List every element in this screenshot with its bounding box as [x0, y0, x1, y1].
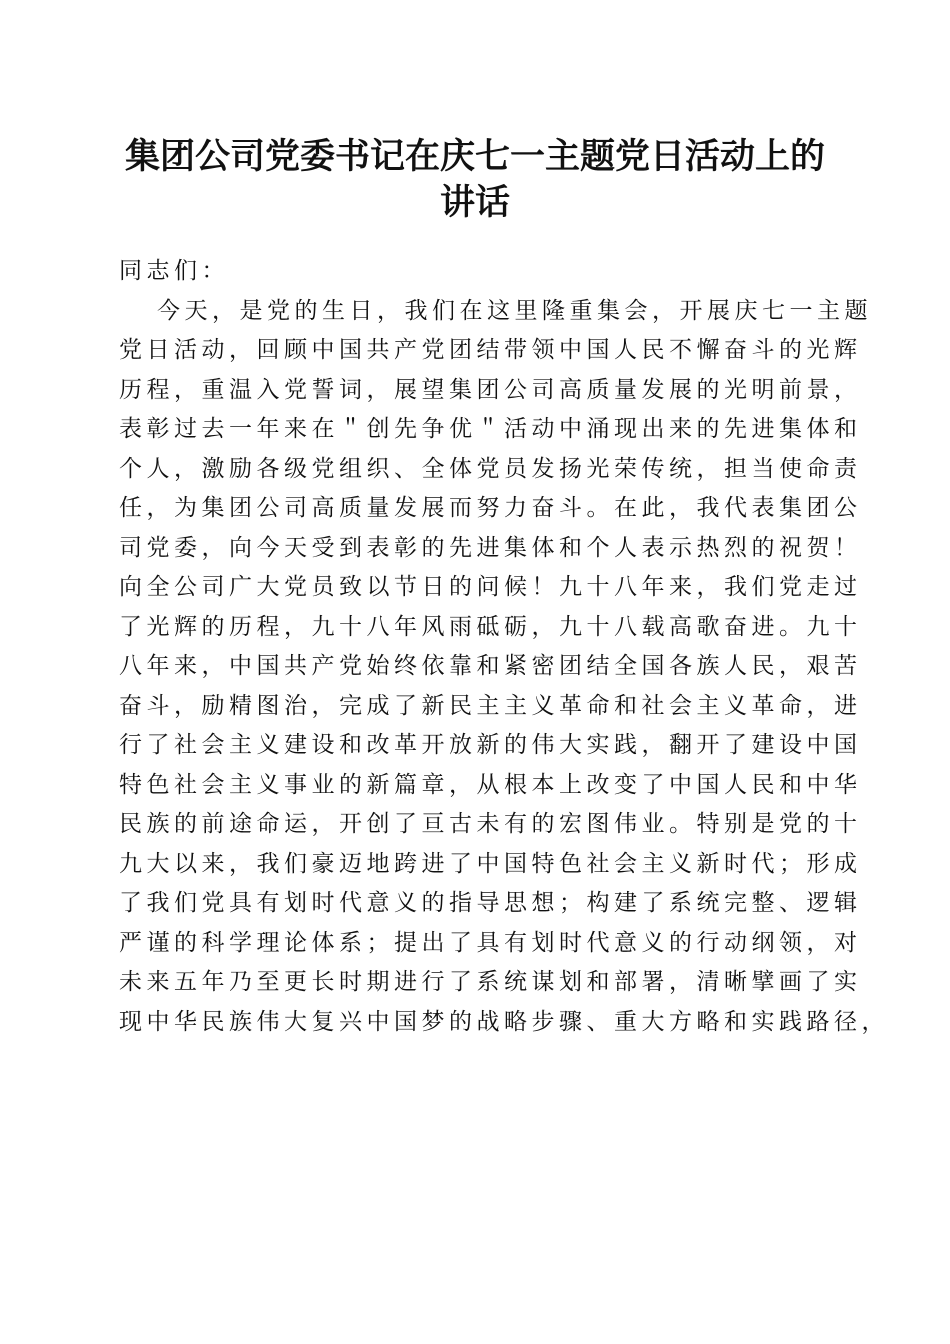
paragraph-line-18: 未来五年乃至更长时期进行了系统谋划和部署，清晰擘画了实	[119, 969, 862, 995]
speech-body	[119, 252, 889, 1042]
document-title	[100, 134, 850, 226]
paragraph-line-12: 行了社会主义建设和改革开放新的伟大实践，翻开了建设中国	[119, 732, 862, 758]
paragraph-line-2: 党日活动，回顾中国共产党团结带领中国人民不懈奋斗的光辉	[119, 337, 862, 363]
paragraph-line-8: 向全公司广大党员致以节日的问候！九十八年来，我们党走过	[119, 574, 862, 600]
salutation: 同志们：	[119, 258, 229, 284]
paragraph-line-19: 现中华民族伟大复兴中国梦的战略步骤、重大方略和实践路径，	[119, 1008, 889, 1035]
paragraph-line-4: 表彰过去一年来在＂创先争优＂活动中涌现出来的先进集体和	[119, 416, 862, 442]
title-line-1: 集团公司党委书记在庆七一主题党日活动上的	[124, 136, 825, 177]
paragraph-line-7: 司党委，向今天受到表彰的先进集体和个人表示热烈的祝贺！	[119, 534, 862, 561]
paragraph-line-5: 个人，激励各级党组织、全体党员发扬光荣传统，担当使命责	[119, 455, 862, 482]
paragraph-line-17: 严谨的科学理论体系；提出了具有划时代意义的行动纲领，对	[119, 929, 862, 956]
paragraph-line-6: 任，为集团公司高质量发展而努力奋斗。在此，我代表集团公	[119, 495, 862, 521]
paragraph-line-9: 了光辉的历程，九十八年风雨砥砺，九十八载高歌奋进。九十	[119, 613, 862, 640]
paragraph-line-16: 了我们党具有划时代意义的指导思想；构建了系统完整、逻辑	[119, 890, 862, 916]
title-line-2: 讲话	[439, 182, 510, 223]
paragraph-line-15: 九大以来，我们豪迈地跨进了中国特色社会主义新时代；形成	[119, 850, 862, 877]
paragraph-line-14: 民族的前途命运，开创了亘古未有的宏图伟业。特别是党的十	[119, 811, 862, 837]
paragraph-line-10: 八年来，中国共产党始终依靠和紧密团结全国各族人民，艰苦	[119, 653, 862, 679]
paragraph-line-3: 历程，重温入党誓词，展望集团公司高质量发展的光明前景，	[119, 376, 862, 403]
paragraph-line-11: 奋斗，励精图治，完成了新民主主义革命和社会主义革命，进	[119, 692, 862, 719]
paragraph-line-1: 今天，是党的生日，我们在这里隆重集会，开展庆七一主题	[157, 297, 872, 324]
paragraph-line-13: 特色社会主义事业的新篇章，从根本上改变了中国人民和中华	[119, 771, 862, 798]
